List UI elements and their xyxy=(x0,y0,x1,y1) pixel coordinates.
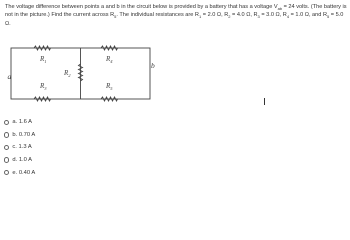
radio-button[interactable] xyxy=(4,157,9,162)
option-label: d. 1.0 A xyxy=(12,157,33,164)
answer-options xyxy=(4,116,35,179)
resistor-r4-label: $R_4$ xyxy=(106,55,113,64)
node-b-label: b xyxy=(151,61,155,70)
option-d[interactable] xyxy=(4,154,35,167)
resistor-r1-label: $R_1$ xyxy=(40,55,47,64)
option-label: a. 1.6 A xyxy=(12,119,33,126)
option-e[interactable] xyxy=(4,166,35,179)
option-label: b. 0.70 A xyxy=(12,131,36,138)
radio-button[interactable] xyxy=(4,132,9,137)
radio-button[interactable] xyxy=(4,120,9,125)
question-text: The voltage difference between points a and b in the circuit below is provided by a battery that has a voltage $V_{ab} = 24$ volts. (The battery is not in the picture.) Find the current across $R_5$. The individual resistances are $R_1 = 2.0$ Ω, $R_2 = 4.0$ Ω, $R_3 = 3.0$ Ω, $R_4 = 1.0$ Ω, and $R_5 = 5.0$ Ω. xyxy=(5,4,347,27)
resistor-r3-label: $R_3$ xyxy=(40,82,47,91)
resistor-r4-symbol xyxy=(101,46,118,50)
option-b[interactable] xyxy=(4,129,35,142)
resistor-r1-symbol xyxy=(34,46,51,50)
option-a[interactable] xyxy=(4,116,35,129)
node-a-label: a xyxy=(7,72,12,81)
resistor-r5-label: $R_5$ xyxy=(106,82,113,91)
option-c[interactable] xyxy=(4,141,35,154)
resistor-r3-symbol xyxy=(34,97,51,101)
circuit-diagram xyxy=(0,0,350,116)
radio-button[interactable] xyxy=(4,170,9,175)
radio-button[interactable] xyxy=(4,145,9,150)
resistor-r5-symbol xyxy=(101,97,118,101)
option-label: e. 0.40 A xyxy=(12,169,36,176)
resistor-r2-symbol xyxy=(79,64,83,81)
resistor-r2-label: $R_2$ xyxy=(64,69,71,78)
text-cursor xyxy=(264,98,265,105)
option-label: c. 1.3 A xyxy=(12,144,32,151)
